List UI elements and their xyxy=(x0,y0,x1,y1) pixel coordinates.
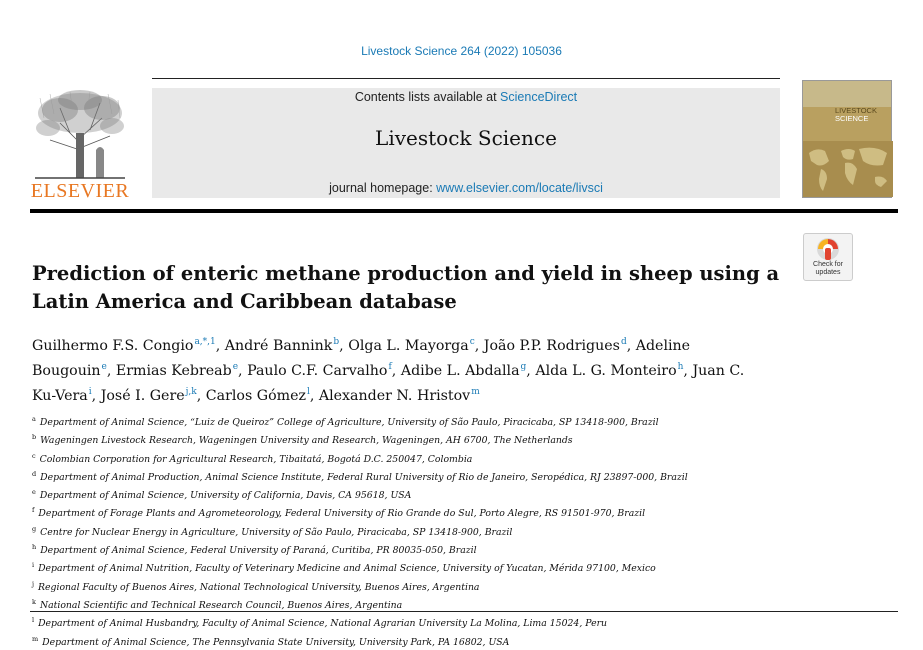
author-name[interactable]: Alexander N. Hristov xyxy=(318,388,471,404)
author-separator: , xyxy=(683,363,693,379)
affiliation-text: Department of Animal Nutrition, Faculty of Veterinary Medicine and Animal Science, University of Yucatan, Mérida 97100, Mexico xyxy=(38,563,656,575)
author-name[interactable]: André Bannink xyxy=(224,338,333,354)
affiliation-text: Regional Faculty of Buenos Aires, National Technological University, Buenos Aires, Argentina xyxy=(38,581,480,593)
publisher-logo-text: ELSEVIER xyxy=(30,180,130,202)
sciencedirect-link[interactable]: ScienceDirect xyxy=(500,90,578,104)
article-citation[interactable]: Livestock Science 264 (2022) 105036 xyxy=(361,44,562,58)
author-separator: , xyxy=(474,338,484,354)
affiliation-text: Colombian Corporation for Agricultural Research, Tibaitatá, Bogotá D.C. 250047, Colombia xyxy=(39,453,473,465)
author-separator: , xyxy=(215,338,225,354)
affiliation-key: m xyxy=(32,634,39,643)
journal-cover-image[interactable] xyxy=(802,80,892,198)
affiliation-item xyxy=(32,632,732,650)
affiliation-key: l xyxy=(32,616,35,625)
affiliation-item xyxy=(32,577,732,595)
check-for-updates-badge[interactable] xyxy=(803,233,853,281)
author-affiliation-marker[interactable]: b xyxy=(333,337,340,347)
author-separator: , xyxy=(106,363,116,379)
author-affiliation-marker[interactable]: d xyxy=(620,337,627,347)
badge-line2: updates xyxy=(815,268,841,276)
affiliation-key: g xyxy=(32,524,37,533)
affiliation-key: f xyxy=(32,506,35,515)
affiliation-text: Wageningen Livestock Research, Wageningen University and Research, Wageningen, AH 6700, The Netherlands xyxy=(40,435,573,447)
affiliation-item xyxy=(32,485,732,503)
author-separator: , xyxy=(309,388,319,404)
header-top-rule xyxy=(152,78,780,79)
affiliation-key: b xyxy=(32,433,37,442)
author-separator: , xyxy=(238,363,248,379)
affiliation-text: Department of Animal Science, Federal University of Paraná, Curitiba, PR 80035-050, Brazil xyxy=(40,545,477,557)
journal-homepage-link[interactable]: www.elsevier.com/locate/livsci xyxy=(436,181,603,195)
affiliation-text: Department of Forage Plants and Agrometeorology, Federal University of Rio Grande do Sul, Porto Alegre, RS 91501-970, Brazil xyxy=(38,508,646,520)
affiliation-text: Department of Animal Science, “Luiz de Queiroz” College of Agriculture, University of São Paulo, Piracicaba, SP 13418-900, Brazil xyxy=(39,417,659,428)
author-affiliation-marker[interactable]: i xyxy=(88,387,92,397)
affiliation-text: National Scientific and Technical Research Council, Buenos Aires, Argentina xyxy=(39,599,403,611)
contents-line xyxy=(152,90,780,104)
author-separator: , xyxy=(196,388,206,404)
author-affiliation-marker[interactable]: e xyxy=(232,362,239,372)
author-name[interactable]: Guilhermo F.S. Congio xyxy=(32,338,194,354)
affiliation-list xyxy=(32,412,732,650)
cover-title-line2: SCIENCE xyxy=(835,114,869,123)
author-separator: , xyxy=(526,363,536,379)
author-separator: , xyxy=(339,338,349,354)
affiliation-key: a xyxy=(32,415,36,423)
affiliation-text: Centre for Nuclear Energy in Agriculture, University of São Paulo, Piracicaba, SP 13418-900, Brazil xyxy=(40,526,513,538)
author-separator: , xyxy=(91,388,101,404)
publisher-logo[interactable] xyxy=(30,88,130,203)
cover-title xyxy=(835,107,877,123)
affiliation-item xyxy=(32,430,732,448)
author-name[interactable]: Adibe L. Abdalla xyxy=(400,363,520,379)
author-name[interactable]: João P.P. Rodrigues xyxy=(483,338,620,354)
affiliation-key: d xyxy=(32,469,37,478)
homepage-line xyxy=(152,181,780,195)
author-name[interactable]: Juan C. Ku-Vera xyxy=(32,363,745,404)
header-bottom-rule xyxy=(30,209,898,213)
cover-title-line1: LIVESTOCK xyxy=(835,106,877,115)
affiliation-item xyxy=(32,522,732,540)
check-for-updates-icon xyxy=(816,237,840,261)
author-affiliation-marker[interactable]: e xyxy=(101,362,107,372)
affiliation-key: c xyxy=(32,451,36,460)
author-name[interactable]: Olga L. Mayorga xyxy=(348,338,469,354)
author-separator: , xyxy=(626,338,636,354)
page-bottom-rule xyxy=(30,611,898,612)
author-name[interactable]: José I. Gere xyxy=(100,388,185,404)
affiliation-key: e xyxy=(32,488,36,497)
author-affiliation-marker[interactable]: g xyxy=(520,362,527,372)
affiliation-item xyxy=(32,449,732,467)
author-separator: , xyxy=(391,363,401,379)
badge-line1: Check for xyxy=(813,261,843,268)
author-name[interactable]: Ermias Kebreab xyxy=(115,363,232,379)
affiliation-item xyxy=(32,540,732,558)
affiliation-text: Department of Animal Science, The Pennsylvania State University, University Park, PA 16802, USA xyxy=(42,636,510,648)
affiliation-key: j xyxy=(32,579,35,588)
article-title: Prediction of enteric methane production and yield in sheep using a Latin America and Caribbean database xyxy=(32,262,780,313)
affiliation-item xyxy=(32,613,732,631)
cover-top-band xyxy=(803,81,891,107)
homepage-prefix: journal homepage: xyxy=(329,181,437,195)
affiliation-item xyxy=(32,503,732,521)
author-affiliation-marker[interactable]: f xyxy=(388,362,392,372)
affiliation-key: i xyxy=(32,561,35,570)
author-affiliation-marker[interactable]: m xyxy=(471,387,480,397)
author-affiliation-marker[interactable]: l xyxy=(306,387,310,397)
author-affiliation-marker[interactable]: h xyxy=(677,362,684,372)
affiliation-item xyxy=(32,412,732,430)
contents-prefix: Contents lists available at xyxy=(354,90,501,104)
author-affiliation-marker[interactable]: a,*,1 xyxy=(194,337,216,347)
author-affiliation-marker[interactable]: c xyxy=(469,337,475,347)
cover-world-map-icon xyxy=(803,141,893,197)
author-name[interactable]: Carlos Gómez xyxy=(205,388,306,404)
affiliation-text: Department of Animal Husbandry, Faculty of Animal Science, National Agrarian University La Molina, Lima 15024, Peru xyxy=(38,618,608,630)
author-name[interactable]: Alda L. G. Monteiro xyxy=(535,363,677,379)
affiliation-item xyxy=(32,558,732,576)
journal-title: Livestock Science xyxy=(375,126,557,150)
badge-label xyxy=(804,261,852,276)
affiliation-text: Department of Animal Production, Animal Science Institute, Federal Rural University of Rio de Janeiro, Seropédica, RJ 23897-000, Brazil xyxy=(40,471,688,483)
journal-banner xyxy=(152,88,780,198)
author-name[interactable]: Paulo C.F. Carvalho xyxy=(247,363,388,379)
author-affiliation-marker[interactable]: j,k xyxy=(185,387,197,397)
affiliation-text: Department of Animal Science, University of California, Davis, CA 95618, USA xyxy=(39,490,412,502)
author-list xyxy=(32,332,772,407)
elsevier-tree-icon xyxy=(30,88,130,180)
affiliation-item xyxy=(32,467,732,485)
author-name[interactable]: Adeline Bougouin xyxy=(32,338,691,379)
affiliation-key: k xyxy=(32,597,36,606)
affiliation-key: h xyxy=(32,543,37,552)
